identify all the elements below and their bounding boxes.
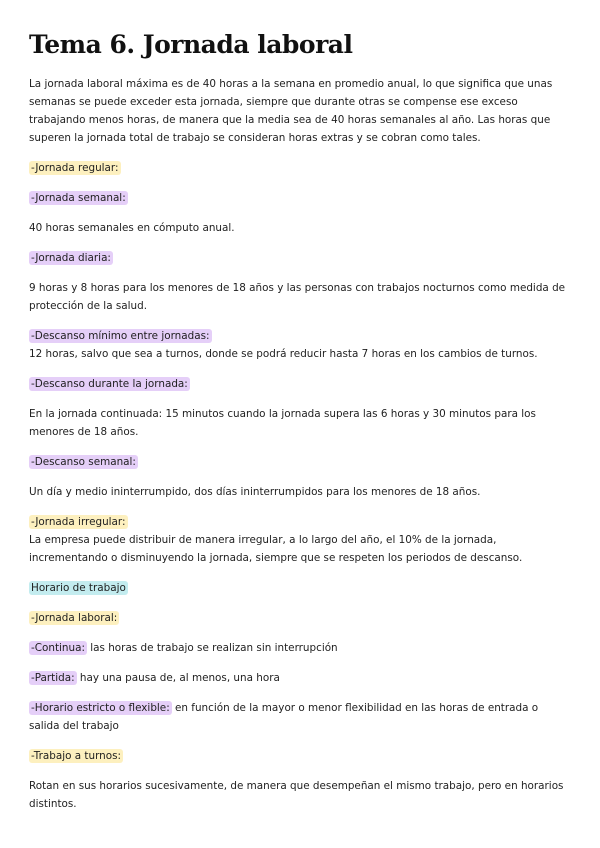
page-title: Tema 6. Jornada laboral <box>29 30 353 59</box>
heading-jornada-semanal: -Jornada semanal: <box>31 192 126 204</box>
heading-jornada-laboral: -Jornada laboral: <box>31 612 118 624</box>
heading-jornada-regular: -Jornada regular: <box>31 162 119 174</box>
text-jornada-diaria: 9 horas y 8 horas para los menores de 18 años y las personas con trabajos nocturnos como medida de protección de la salud. <box>29 282 566 312</box>
text-jornada-irregular: La empresa puede distribuir de manera irregular, a lo largo del año, el 10% de la jornada, incrementando o disminuyendo la jornada, siempre que se respeten los periodos de descanso. <box>29 534 523 564</box>
text-trabajo-turnos: Rotan en sus horarios sucesivamente, de manera que desempeñan el mismo trabajo, pero en horarios distintos. <box>29 780 564 810</box>
heading-descanso-minimo: -Descanso mínimo entre jornadas: <box>31 330 210 342</box>
heading-descanso-durante: -Descanso durante la jornada: <box>31 378 188 390</box>
item-horario-estricto <box>29 699 570 735</box>
item-continua <box>29 639 570 657</box>
heading-continua: -Continua: <box>31 642 85 654</box>
text-jornada-semanal: 40 horas semanales en cómputo anual. <box>29 222 235 234</box>
text-descanso-semanal: Un día y medio ininterrumpido, dos días ininterrumpidos para los menores de 18 años. <box>29 486 481 498</box>
heading-horario-estricto: -Horario estricto o flexible: <box>31 702 170 714</box>
heading-partida: -Partida: <box>31 672 75 684</box>
heading-jornada-irregular: -Jornada irregular: <box>31 516 126 528</box>
heading-horario-trabajo: Horario de trabajo <box>31 582 126 594</box>
heading-trabajo-turnos: -Trabajo a turnos: <box>31 750 122 762</box>
heading-descanso-semanal: -Descanso semanal: <box>31 456 136 468</box>
text-continua: las horas de trabajo se realizan sin interrupción <box>86 642 338 654</box>
item-partida <box>29 669 570 687</box>
text-partida: hay una pausa de, al menos, una hora <box>76 672 280 684</box>
text-descanso-minimo: 12 horas, salvo que sea a turnos, donde se podrá reducir hasta 7 horas en los cambios de turnos. <box>29 348 538 360</box>
intro-paragraph: La jornada laboral máxima es de 40 horas a la semana en promedio anual, lo que significa que unas semanas se puede exceder esta jornada, siempre que durante otras se compense ese exceso trabajando menos horas, de manera que la media sea de 40 horas semanales al año. Las horas que superen la jornada total de trabajo se consideran horas extras y se cobran como tales. <box>29 78 553 144</box>
text-descanso-durante: En la jornada continuada: 15 minutos cuando la jornada supera las 6 horas y 30 minutos para los menores de 18 años. <box>29 408 536 438</box>
text-horario-estricto: en función de la mayor o menor flexibilidad en las horas de entrada o salida del trabajo <box>29 702 539 732</box>
heading-jornada-diaria: -Jornada diaria: <box>31 252 111 264</box>
